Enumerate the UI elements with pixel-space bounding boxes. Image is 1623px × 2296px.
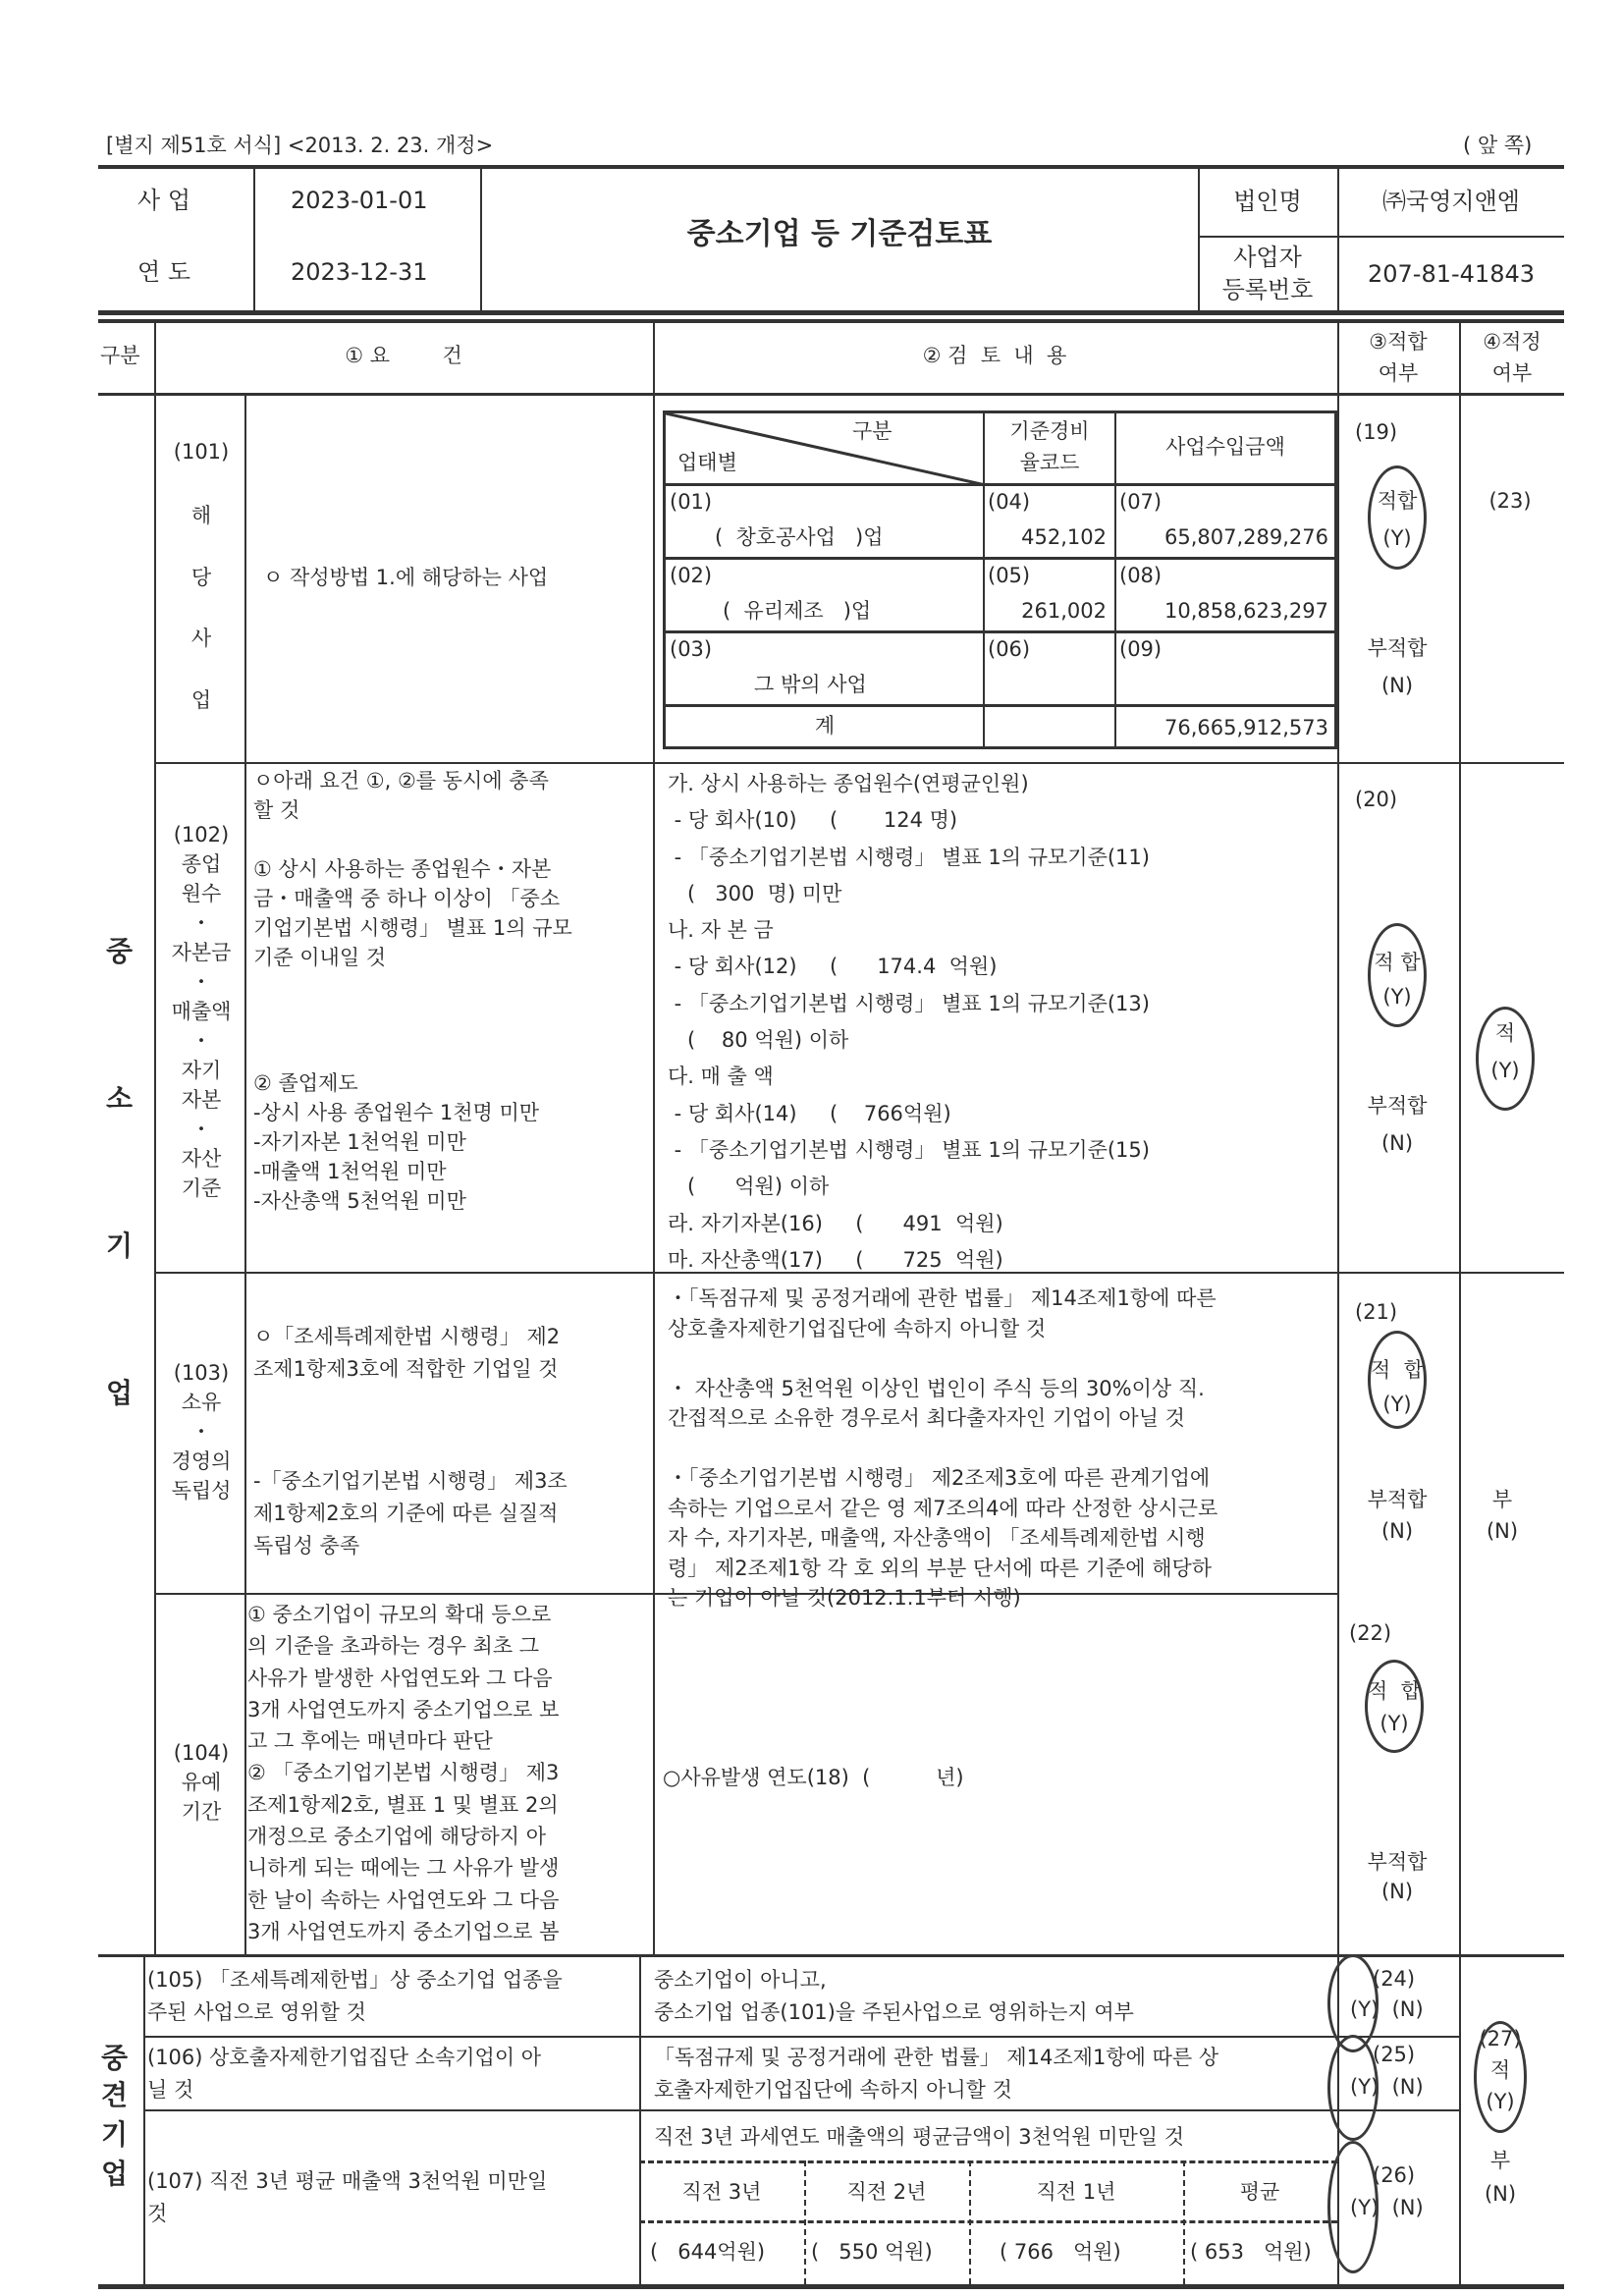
sales-head: 평균 — [1239, 2180, 1280, 2204]
s101-label: 해 — [190, 504, 212, 527]
fit-y: (Y) — [1382, 526, 1412, 550]
s106-no: (25) — [1373, 2043, 1416, 2066]
text-line: 중소기업이 아니고, — [654, 1968, 827, 1992]
fit-n: (N) — [1380, 1131, 1414, 1155]
s102-requirement-b — [253, 1068, 539, 1216]
text-line: 원수 — [181, 882, 222, 905]
s102-review — [668, 766, 1150, 1279]
text-line: - 당 회사(14) ( 766억원) — [668, 1101, 951, 1125]
selected-circle-mark — [1368, 923, 1427, 1027]
sales-head: 직전 2년 — [846, 2180, 927, 2204]
text-line: 제1항제2호의 기준에 따른 실질적 — [253, 1502, 559, 1525]
divider — [1337, 167, 1339, 312]
divider — [143, 1955, 145, 2286]
business-year-label: 사 업 — [137, 187, 190, 214]
s101-fit-no: (19) — [1355, 420, 1398, 444]
text-line: 독립성 — [171, 1479, 232, 1503]
selected-circle-mark — [1365, 1660, 1424, 1753]
text-line: 매출액 — [171, 1000, 232, 1023]
dashed-divider — [969, 2160, 971, 2284]
row-industry: ( 유리제조 )업 — [723, 599, 872, 623]
text-line: -자기자본 1천억원 미만 — [253, 1130, 466, 1154]
fit-y: (Y) — [1382, 1393, 1412, 1416]
col-fit: ③적합 — [1369, 330, 1428, 354]
text-line: -상시 사용 종업원수 1천명 미만 — [253, 1101, 540, 1124]
divider — [1459, 322, 1461, 2286]
s102-fit-no: (20) — [1355, 788, 1398, 811]
text-line: 사유가 발생한 사업연도와 그 다음 — [247, 1666, 553, 1690]
s101-requirement: ㅇ 작성방법 1.에 해당하는 사업 — [263, 566, 549, 589]
text-line — [668, 1343, 1217, 1374]
s105-requirement — [147, 1964, 563, 2029]
s107-requirement — [147, 2165, 547, 2230]
text-line: 개정으로 중소기업에 해당하지 아 — [247, 1825, 547, 1849]
row-no: (03) — [670, 637, 713, 661]
fit-y: (Y) — [1380, 1712, 1409, 1735]
text-line: ① 상시 사용하는 종업원수・자본 — [253, 857, 552, 881]
business-year-label-2: 연 도 — [137, 258, 190, 286]
total-label: 계 — [814, 714, 836, 738]
industry-table — [663, 410, 1337, 749]
col-requirement: ① 요 건 — [345, 344, 462, 367]
corp-name: ㈜국영지앤엠 — [1382, 188, 1520, 215]
text-line: 소유 — [181, 1391, 222, 1414]
row-code-no: (04) — [988, 490, 1031, 514]
text-line: 기간 — [181, 1800, 222, 1824]
proper-no-option[interactable]: 부 — [1489, 2149, 1511, 2172]
dashed-divider — [639, 2220, 1337, 2223]
row-code-no: (06) — [988, 637, 1031, 661]
sales-value: ( 644억원) — [650, 2240, 766, 2264]
s101-label: (101) — [173, 440, 230, 464]
divider — [666, 557, 1335, 560]
divider — [1198, 236, 1564, 238]
row-code: 452,102 — [1021, 525, 1107, 549]
s101-label: 당 — [190, 566, 212, 589]
s101-label: 사 — [190, 627, 212, 650]
divider — [1198, 167, 1200, 312]
text-line: 기준 이내일 것 — [253, 946, 387, 969]
text-line: - 당 회사(10) ( 124 명) — [668, 808, 958, 833]
s105-review — [654, 1964, 1134, 2029]
text-line: ㅇ아래 요건 ①, ②를 동시에 충족 — [253, 769, 549, 793]
text-line: - 「중소기업기본법 시행령」 별표 1의 규모기준(15) — [668, 1137, 1150, 1162]
row-industry: 그 밖의 사업 — [754, 673, 867, 696]
text-line: 나. 자 본 금 — [668, 918, 774, 943]
page-side-label: ( 앞 쪽) — [1463, 134, 1533, 157]
text-line: ・ — [190, 1118, 212, 1141]
text-line: 령」 제2조제1항 각 호 외의 부분 단서에 따른 기준에 해당하 — [668, 1556, 1213, 1580]
divider — [98, 165, 1564, 169]
text-line: ( 80 억원) 이하 — [668, 1028, 849, 1053]
text-line — [668, 1434, 1217, 1464]
table-head-amount: 사업수입금액 — [1165, 435, 1285, 459]
sme-label: 기 — [106, 1230, 134, 1262]
text-line: 중소기업 업종(101)을 주된사업으로 영위하는지 여부 — [654, 2000, 1134, 2024]
divider — [666, 483, 1335, 486]
divider — [653, 322, 655, 1955]
divider — [143, 2109, 1459, 2111]
table-head-code-2: 율코드 — [1019, 451, 1080, 474]
divider — [666, 704, 1335, 707]
text-line: ・ 자산총액 5천억원 이상인 법인이 주식 등의 30%이상 직. — [668, 1376, 1205, 1400]
divider — [154, 762, 1564, 764]
text-line: ② 졸업제도 — [253, 1071, 358, 1095]
s103-requirement-a — [253, 1321, 560, 1386]
fit-n: (N) — [1380, 674, 1414, 697]
fit-yes-option[interactable]: 적 합 — [1371, 1358, 1424, 1382]
row-code: 261,002 — [1021, 599, 1107, 623]
selected-circle-mark — [1327, 2035, 1379, 2141]
form-label: [별지 제51호 서식] <2013. 2. 23. 개정> — [106, 134, 494, 157]
text-line: -매출액 1천억원 미만 — [253, 1160, 447, 1183]
text-line: 자본 — [181, 1088, 222, 1112]
sales-head: 직전 1년 — [1036, 2180, 1116, 2204]
text-line: 자산 — [181, 1147, 222, 1171]
fit-no-option[interactable]: 부적합 — [1367, 1094, 1428, 1118]
row-amount: 65,807,289,276 — [1164, 525, 1328, 549]
proper-yes-option[interactable]: 적 — [1489, 2058, 1511, 2082]
total-amount: 76,665,912,573 — [1164, 716, 1328, 739]
text-line: 주된 사업으로 영위할 것 — [147, 2000, 366, 2024]
s104-review: ○사유발생 연도(18) ( 년) — [663, 1766, 964, 1789]
text-line: 기준 — [181, 1176, 222, 1200]
text-line: ・ — [190, 970, 212, 994]
s101-proper-no: (23) — [1488, 489, 1532, 513]
text-line: -자산총액 5천억원 미만 — [253, 1189, 466, 1213]
text-line: 속하는 기업으로서 같은 영 제7조의4에 따라 산정한 상시근로 — [668, 1496, 1218, 1520]
mid-label: 업 — [101, 2158, 129, 2190]
proper-y: (Y) — [1486, 2090, 1515, 2113]
col-proper: ④적정 — [1483, 330, 1542, 354]
s103-label — [172, 1358, 232, 1505]
table-head-category: 구분 — [852, 419, 893, 443]
text-line: (105) 「조세특례제한법」상 중소기업 업종을 — [147, 1968, 563, 1992]
table-head-industry: 업태별 — [677, 451, 737, 474]
text-line: 것 — [147, 2202, 168, 2225]
text-line: 자본금 — [171, 941, 232, 964]
text-line — [253, 825, 572, 854]
mid-label: 기 — [101, 2118, 129, 2151]
row-amount: 10,858,623,297 — [1164, 599, 1328, 623]
text-line: 기업기본법 시행령」 별표 1의 규모 — [253, 916, 572, 940]
reg-no-label: 사업자 — [1233, 244, 1302, 271]
text-line: (102) — [173, 823, 230, 847]
text-line: ( 억원) 이하 — [668, 1175, 830, 1199]
s105-no: (24) — [1373, 1967, 1416, 1991]
page-title: 중소기업 등 기준검토표 — [686, 217, 993, 251]
col-fit-2: 여부 — [1378, 361, 1419, 385]
divider — [1114, 413, 1116, 747]
selected-circle-mark — [1476, 1007, 1535, 1111]
start-date: 2023-01-01 — [291, 187, 428, 214]
text-line: 마. 자산총액(17) ( 725 억원) — [668, 1247, 1003, 1272]
text-line: ② 「중소기업기본법 시행령」 제3 — [247, 1761, 560, 1785]
proper-n: (N) — [1486, 1519, 1519, 1543]
diagonal-line — [666, 413, 986, 485]
text-line: (106) 상호출자제한기업집단 소속기업이 아 — [147, 2046, 542, 2069]
selected-circle-mark — [1327, 2141, 1379, 2273]
sales-value: ( 550 억원) — [811, 2240, 933, 2264]
table-head-code: 기준경비 — [1009, 419, 1090, 443]
fit-yes-option[interactable]: 적 합 — [1374, 951, 1421, 974]
selected-circle-mark — [1368, 1331, 1427, 1429]
selected-circle-mark — [1368, 465, 1427, 570]
text-line: 유예 — [181, 1771, 222, 1794]
mid-label: 견 — [101, 2079, 129, 2111]
divider — [154, 322, 156, 1955]
end-date: 2023-12-31 — [291, 258, 428, 286]
divider — [98, 393, 1564, 396]
s104-requirement — [247, 1599, 559, 1947]
divider — [98, 310, 1564, 315]
row-amount-no: (08) — [1119, 564, 1163, 587]
text-line: 경영의 — [171, 1449, 232, 1473]
sme-label: 소 — [106, 1082, 134, 1115]
text-line: ① 중소기업이 규모의 확대 등으로 — [247, 1603, 552, 1626]
s105-yn[interactable]: (Y) (N) — [1350, 1997, 1424, 2021]
col-category: 구분 — [100, 344, 140, 367]
col-proper-2: 여부 — [1491, 361, 1533, 385]
text-line: 가. 상시 사용하는 종업원수(연평균인원) — [668, 772, 1029, 795]
text-line: 라. 자기자본(16) ( 491 억원) — [668, 1211, 1003, 1235]
mid-proper-no: (27) — [1479, 2027, 1522, 2050]
text-line: 다. 매 출 액 — [668, 1065, 774, 1089]
dashed-divider — [639, 2160, 1337, 2163]
fit-no-option[interactable]: 부적합 — [1367, 636, 1428, 660]
text-line: -「중소기업기본법 시행령」 제3조 — [253, 1469, 568, 1493]
text-line: ( 300 명) 미만 — [668, 881, 842, 905]
text-line: 자기 — [181, 1059, 222, 1082]
text-line: 「독점규제 및 공정거래에 관한 법률」 제14조제1항에 따른 상 — [654, 2046, 1219, 2069]
col-review: ② 검 토 내 용 — [922, 344, 1067, 367]
divider — [253, 167, 255, 312]
text-line: 조제1항제2호, 별표 1 및 별표 2의 — [247, 1792, 559, 1817]
text-line: - 당 회사(12) ( 174.4 억원) — [668, 955, 998, 979]
text-line: 자 수, 자기자본, 매출액, 자산총액이 「조세특례제한법 시행 — [668, 1526, 1206, 1550]
text-line: - 「중소기업기본법 시행령」 별표 1의 규모기준(13) — [668, 991, 1150, 1015]
text-line: 는 기업이 아닐 것(2012.1.1부터 시행) — [668, 1586, 1021, 1610]
fit-n: (N) — [1380, 1880, 1414, 1903]
divider — [98, 2284, 1564, 2289]
s106-yn[interactable]: (Y) (N) — [1350, 2075, 1424, 2099]
text-line: ㅇ「조세특례제한법 시행령」 제2 — [253, 1325, 561, 1348]
row-amount-no: (07) — [1119, 490, 1163, 514]
text-line: 상호출자제한기업집단에 속하지 아니할 것 — [668, 1316, 1047, 1340]
s107-yn[interactable]: (Y) (N) — [1350, 2196, 1424, 2219]
fit-yes-option[interactable]: 적 합 — [1368, 1679, 1421, 1703]
s104-fit-no: (22) — [1349, 1621, 1392, 1645]
fit-yes-option[interactable]: 적합 — [1377, 489, 1418, 513]
text-line: 조제1항제3호에 적합한 기업일 것 — [253, 1357, 559, 1381]
text-line: ・「중소기업기본법 시행령」 제2조제3호에 따른 관계기업에 — [668, 1466, 1211, 1490]
corp-name-label: 법인명 — [1233, 188, 1302, 215]
mid-label: 중 — [101, 2042, 129, 2074]
text-line: 3개 사업연도까지 중소기업으로 봄 — [247, 1919, 560, 1943]
text-line: 3개 사업연도까지 중소기업으로 보 — [247, 1697, 560, 1722]
text-line: ・ — [190, 1029, 212, 1053]
s103-fit-no: (21) — [1355, 1300, 1398, 1324]
proper-yes-option[interactable]: 적 — [1494, 1021, 1516, 1045]
divider — [143, 2036, 1459, 2038]
row-amount-no: (09) — [1119, 637, 1163, 661]
text-line: 금・매출액 중 하나 이상이 「중소 — [253, 887, 561, 910]
text-line: 의 기준을 초과하는 경우 최초 그 — [247, 1634, 540, 1659]
text-line: 독립성 충족 — [253, 1534, 360, 1558]
sme-label: 업 — [106, 1377, 134, 1409]
text-line: (107) 직전 3년 평균 매출액 3천억원 미만일 — [147, 2169, 548, 2193]
sales-value: ( 653 억원) — [1190, 2240, 1312, 2264]
s106-requirement — [147, 2042, 541, 2106]
s104-label — [174, 1738, 229, 1827]
divider — [639, 1955, 641, 2286]
s103-requirement-b — [253, 1465, 568, 1562]
text-line: ・ — [190, 911, 212, 935]
selected-circle-mark — [1474, 2021, 1527, 2133]
fit-y: (Y) — [1382, 985, 1412, 1009]
s103-review — [668, 1284, 1217, 1613]
s106-review — [654, 2042, 1218, 2106]
text-line: (104) — [173, 1741, 230, 1765]
text-line: 한 날이 속하는 사업연도와 그 다음 — [247, 1887, 560, 1912]
s107-no: (26) — [1373, 2163, 1416, 2187]
row-no: (02) — [670, 564, 713, 587]
proper-n: (N) — [1484, 2182, 1517, 2206]
dashed-divider — [804, 2160, 806, 2284]
fit-no-option[interactable]: 부적합 — [1367, 1488, 1428, 1511]
divider — [480, 167, 482, 312]
text-line: - 「중소기업기본법 시행령」 별표 1의 규모기준(11) — [668, 845, 1150, 869]
fit-no-option[interactable]: 부적합 — [1367, 1850, 1428, 1874]
reg-no-label-2: 등록번호 — [1221, 276, 1314, 303]
s101-label: 업 — [190, 688, 212, 712]
sme-label: 중 — [106, 935, 134, 967]
fit-n: (N) — [1380, 1519, 1414, 1543]
s102-requirement-a — [253, 766, 572, 972]
text-line: 종업 — [181, 852, 222, 876]
divider — [666, 630, 1335, 633]
text-line: 할 것 — [253, 798, 300, 822]
proper-no-option[interactable]: 부 — [1491, 1488, 1513, 1511]
reg-no: 207-81-41843 — [1367, 260, 1536, 288]
text-line: 호출자제한기업집단에 속하지 아니할 것 — [654, 2078, 1012, 2102]
sales-value: ( 766 억원) — [1000, 2240, 1121, 2264]
text-line: ・ — [190, 1420, 212, 1444]
row-industry: ( 창호공사업 )업 — [715, 525, 884, 549]
text-line: 니하게 되는 때에는 그 사유가 발생 — [247, 1856, 560, 1881]
text-line: 고 그 후에는 매년마다 판단 — [247, 1729, 493, 1754]
s102-label — [172, 820, 232, 1203]
divider — [244, 393, 246, 1955]
text-line: 닐 것 — [147, 2078, 194, 2102]
row-code-no: (05) — [988, 564, 1031, 587]
row-no: (01) — [670, 490, 713, 514]
divider — [983, 413, 985, 747]
text-line: ・「독점규제 및 공정거래에 관한 법률」 제14조제1항에 따른 — [668, 1286, 1217, 1310]
s107-review: 직전 3년 과세연도 매출액의 평균금액이 3천억원 미만일 것 — [654, 2125, 1185, 2149]
text-line: (103) — [173, 1361, 230, 1385]
divider — [98, 319, 1564, 323]
text-line: 간접적으로 소유한 경우로서 최다출자자인 기업이 아닐 것 — [668, 1406, 1185, 1430]
sales-head: 직전 3년 — [681, 2180, 762, 2204]
dashed-divider — [1183, 2160, 1185, 2284]
proper-y: (Y) — [1490, 1059, 1520, 1082]
